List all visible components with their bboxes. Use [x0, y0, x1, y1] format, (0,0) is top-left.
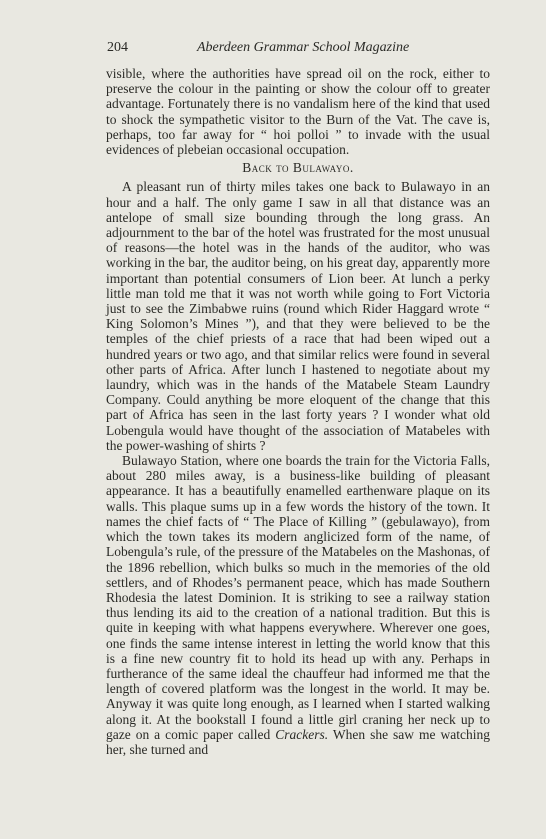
section-heading: Back to Bulawayo. — [242, 160, 354, 176]
paragraph-3-text-b: When she saw me watching her, she turned and — [106, 726, 490, 757]
page-header — [107, 40, 490, 62]
paragraph-1: visible, where the authorities have spread oil on the rock, either to preserve the colour in the painting or show the colour off to greater advantage. Fortunately there is no vandalism here of the kind that used to shock the sympathetic visitor to the Burn of the Vat. The cave is, perhaps, too far away for “ hoi polloi ” to invade with the usual evidences of plebeian occasional occupation. — [106, 66, 490, 158]
paragraph-3-text-a: Bulawayo Station, where one boards the train for the Victoria Falls, about 280 miles away, is a business-like building of pleasant appearance. It has a beautifully enamelled earthenware plaque on its walls. This plaque sums up in a few words the history of the town. It names the chief facts of “ The Place of Killing ” (gebulawayo), from which the town takes its modern anglicized form of the name, of Lobengula’s rule, of the pressure of the Matabeles on the Mashonas, of the 1896 rebellion, which bulks so much in the memories of the old settlers, and of Rhodes’s permanent peace, which has made Southern Rhodesia the latest Dominion. It is striking to see a railway station thus lending its aid to the creation of a national tradition. But this is quite in keeping with what happens everywhere. Wherever one goes, one finds the same intense interest in letting the world know that this is a fine new country fit to hold its head up with any. Perhaps in furtherance of the same ideal the chauffeur had informed me that the length of covered platform was the longest in the world. It may be. Anyway it was quite long enough, as I learned when I started walking along it. At the bookstall I found a little girl craning her neck up to gaze on a comic paper called — [106, 453, 490, 742]
paragraph-2: A pleasant run of thirty miles takes one back to Bulawayo in an hour and a half. The only game I saw in all that distance was an antelope of small size bounding through the long grass. An adjournment to the bar of the hotel was frustrated for the most unusual of reasons—the hotel was in the hands of the auditor, who was working in the bar, the auditor being, on his great day, apparently more important than potential consumers of Lion beer. At lunch a perky little man told me that it was not worth while going to Fort Victoria just to see the Zimbabwe ruins (round which Rider Haggard wrote “ King Solomon’s Mines ”), and that they were believed to be the temples of the chief priests of a race that had been wiped out a hundred years or two ago, and that similar relics were found in several other parts of Africa. After lunch I hastened to negotiate about my laundry, which was in the hands of the Matabele Steam Laundry Company. Could anything be more eloquent of the change that this part of Africa has seen in the last forty years ? I wonder what old Lobengula would have thought of the association of Matabeles with the power-washing of shirts ? — [106, 179, 490, 453]
running-title: Aberdeen Grammar School Magazine — [197, 40, 410, 55]
italic-title-crackers: Crackers. — [275, 726, 329, 742]
article-body — [106, 66, 490, 757]
page-number: 204 — [107, 40, 128, 55]
paragraph-3 — [106, 453, 490, 757]
